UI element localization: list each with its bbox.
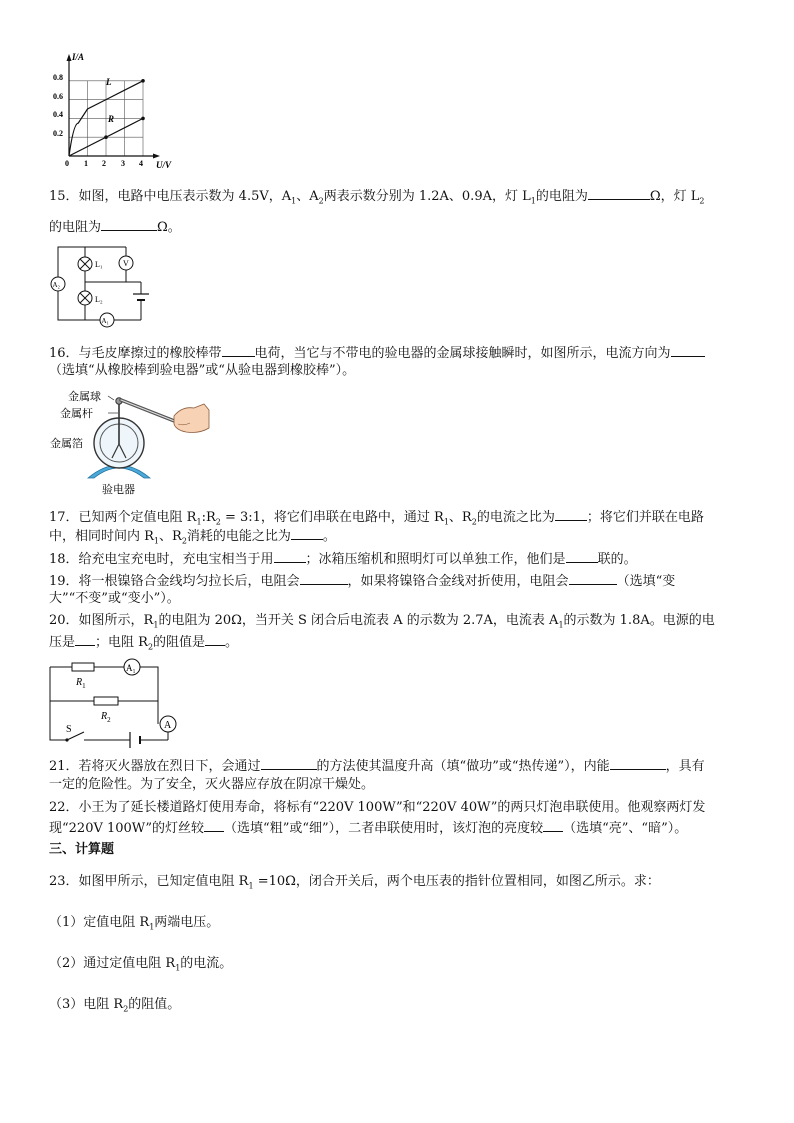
q21-blank-2[interactable] xyxy=(610,756,666,770)
q15-voltmeter-label: V xyxy=(123,259,129,268)
hand xyxy=(174,404,209,433)
q23-part2: （2）通过定值电阻 $R_1$的电流。 xyxy=(49,956,233,973)
q15-lamp-l2 xyxy=(78,291,92,305)
q20-line2: 压是 ；电阻 $R_2$的阻值是 。 xyxy=(49,632,238,657)
graph-x-label: U/V xyxy=(156,160,172,170)
q20-resistor-r2 xyxy=(94,697,118,705)
q20-line1: 20．如图所示，$R_1$的电阻为 20Ω，当开关 S 闭合后电流表 A 的示数为 2.7A，电流表 $A_1$的示数为 1.8A。电源的电 xyxy=(49,613,715,630)
q15-blank-1[interactable] xyxy=(588,186,650,200)
q20-resistor-r1 xyxy=(72,663,94,671)
graph-x-tick-1: 1 xyxy=(84,159,88,168)
q17-blank-2[interactable] xyxy=(291,526,323,540)
q19-line1: 19．将一根镍铬合金线均匀拉长后，电阻会 ，如果将镍铬合金线对折使用，电阻会 （选填“变 xyxy=(49,571,675,591)
q17-line1: 17．已知两个定值电阻 $R_1:R_2$ = 3:1，将它们串联在电路中，通过 $R_1$、$R_2$的电流之比为 ；将它们并联在电路 xyxy=(49,507,704,532)
q20-circuit xyxy=(44,654,184,750)
q21-line1: 21．若将灭火器放在烈日下，会通过 的方法使其温度升高（填“做功”或“热传递”），内能 ，具有 xyxy=(49,756,705,776)
graph-y-label: I/A xyxy=(72,52,85,62)
q20-blank-1[interactable] xyxy=(75,632,95,646)
label-metal-foil: 金属箔 xyxy=(50,438,83,450)
section-3-heading: 三、计算题 xyxy=(49,842,115,857)
q20-blank-2[interactable] xyxy=(205,632,225,646)
graph-grid xyxy=(69,81,143,156)
q16-electroscope-figure xyxy=(44,386,214,498)
graph-point-l-end xyxy=(141,79,145,83)
graph-y-tick-0.6: 0.6 xyxy=(53,92,63,101)
graph-x-arrow xyxy=(153,154,160,159)
graph-x-tick-2: 2 xyxy=(102,159,106,168)
q22-line1: 22．小王为了延长楼道路灯使用寿命，将标有“220V 100W”和“220V 40W”的两只灯泡串联使用。他观察两灯发 xyxy=(49,800,706,815)
q15-line2: 的电阻为 Ω。 xyxy=(49,217,181,237)
q22-blank-2[interactable] xyxy=(543,818,563,832)
q15-lamp-l1 xyxy=(78,257,92,271)
q15-lamp-l2-label: L₂ xyxy=(95,295,103,304)
q20-ammeter-a1-label: A₁ xyxy=(126,663,136,673)
q16-line1: 16．与毛皮摩擦过的橡胶棒带 电荷，当它与不带电的验电器的金属球接触瞬时，如图所示，电流方向为 xyxy=(49,343,705,363)
q17-line2: 中，相同时间内 $R_1$、$R_2$消耗的电能之比为 。 xyxy=(49,526,336,551)
graph-y-arrow xyxy=(67,54,72,61)
q15-lamp-l1-label: L₁ xyxy=(95,260,103,269)
q18-blank-1[interactable] xyxy=(274,549,306,563)
q18-blank-2[interactable] xyxy=(566,549,598,563)
q21-blank-1[interactable] xyxy=(261,756,317,770)
graph-x-tick-0: 0 xyxy=(65,159,69,168)
label-metal-ball: 金属球 xyxy=(68,391,101,403)
graph-point-r-end xyxy=(141,117,145,121)
q19-blank-2[interactable] xyxy=(569,571,617,585)
graph-x-tick-4: 4 xyxy=(139,159,143,168)
graph-y-tick-0.2: 0.2 xyxy=(53,129,63,138)
q22-blank-1[interactable] xyxy=(204,818,224,832)
q16-blank-2[interactable] xyxy=(671,343,705,357)
q15-ammeter-a2-label: A₂ xyxy=(52,281,60,289)
q15-circuit xyxy=(44,242,154,330)
q20-r2-label: $R_2$ xyxy=(101,711,111,724)
q18-line: 18．给充电宝充电时，充电宝相当于用 ；冰箱压缩机和照明灯可以单独工作，他们是 联的。 xyxy=(49,549,637,569)
graph-x-tick-3: 3 xyxy=(121,159,125,168)
q23-part3: （3）电阻 $R_2$的阻值。 xyxy=(49,997,181,1014)
q20-r1-label: $R_1$ xyxy=(76,677,86,690)
graph-line-r-label: R xyxy=(108,114,115,124)
q21-line2: 一定的危险性。为了安全，灭火器应存放在阴凉干燥处。 xyxy=(49,777,375,792)
label-metal-rod: 金属杆 xyxy=(60,408,93,420)
q15-line1: 15．如图，电路中电压表示数为 4.5V，$A_1$、$A_2$两表示数分别为 1.2A、0.9A，灯 $L_1$的电阻为 Ω，灯 $L_2$ xyxy=(49,186,705,211)
graph-curve-l-label: L xyxy=(106,77,112,87)
q16-blank-1[interactable] xyxy=(222,343,255,357)
graph-y-tick-0.8: 0.8 xyxy=(53,73,63,82)
q19-blank-1[interactable] xyxy=(300,571,348,585)
label-electroscope: 验电器 xyxy=(102,484,135,496)
q15-ammeter-a1-label: A₁ xyxy=(101,317,109,325)
q23-part1: （1）定值电阻 $R_1$两端电压。 xyxy=(49,915,220,932)
q19-line2: 大”“不变”或“变小”）。 xyxy=(49,591,180,606)
q23-stem: 23．如图甲所示，已知定值电阻 $R_1 =10\Omega$，闭合开关后，两个电压表的指针位置相同，如图乙所示。求： xyxy=(49,874,660,891)
q15-blank-2[interactable] xyxy=(101,217,157,231)
q16-line2: （选填“从橡胶棒到验电器”或“从验电器到橡胶棒”）。 xyxy=(49,363,356,378)
q20-switch-label: S xyxy=(66,724,72,735)
graph-y-tick-0.4: 0.4 xyxy=(53,110,63,119)
q20-ammeter-a-label: A xyxy=(164,720,172,731)
q17-blank-1[interactable] xyxy=(555,507,587,521)
graph-point-r-mid xyxy=(104,135,108,139)
iu-graph xyxy=(52,52,182,170)
q22-line2: 现“220V 100W”的灯丝较 （选填“粗”或“细”），二者串联使用时，该灯泡的亮度较 （选填“亮”、“暗”）。 xyxy=(49,818,687,838)
